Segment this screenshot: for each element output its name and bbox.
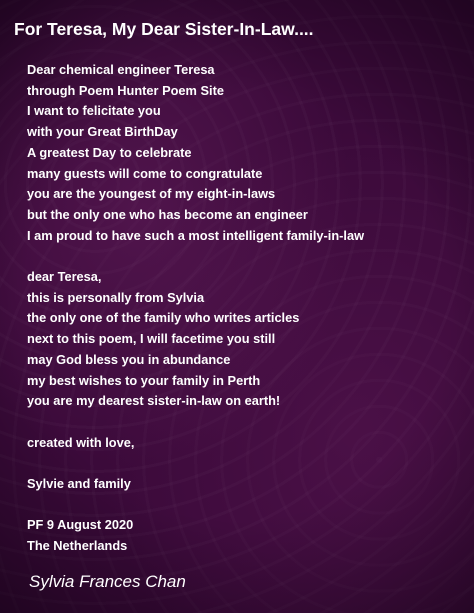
poem-line: with your Great BirthDay (27, 124, 178, 140)
poem-line: dear Teresa, (27, 269, 102, 285)
stanza-4 (27, 474, 464, 495)
poem-line: I want to felicitate you (27, 103, 161, 119)
poem-title: For Teresa, My Dear Sister-In-Law.... (14, 19, 314, 39)
poem-line: next to this poem, I will facetime you still (27, 331, 276, 347)
stanza-3 (27, 433, 464, 454)
poem-line: my best wishes to your family in Perth (27, 372, 261, 388)
poem-line: this is personally from Sylvia (27, 289, 205, 305)
poem-line: Sylvie and family (27, 476, 131, 492)
poem-line: A greatest Day to celebrate (27, 144, 192, 160)
poem-line: PF 9 August 2020 (27, 517, 134, 533)
poem-line: many guests will come to congratulate (27, 165, 263, 181)
poem-line: Dear chemical engineer Teresa (27, 62, 215, 77)
poem-line: may God bless you in abundance (27, 351, 231, 367)
poem-line: you are my dearest sister-in-law on earth! (27, 393, 281, 409)
poem-line: The Netherlands (27, 538, 128, 554)
poem-body (27, 60, 464, 578)
stanza-2 (27, 267, 464, 412)
poem-line: I am proud to have such a most intelligent family-in-law (27, 227, 365, 243)
poem-line: the only one of the family who writes articles (27, 310, 300, 326)
poem-line: you are the youngest of my eight-in-laws (27, 186, 276, 202)
stanza-5 (27, 515, 464, 556)
poem-line: through Poem Hunter Poem Site (27, 82, 224, 98)
poem-line: created with love, (27, 434, 135, 450)
poem-author: Sylvia Frances Chan (29, 572, 186, 591)
poem-line: but the only one who has become an engineer (27, 206, 308, 222)
stanza-1 (27, 60, 464, 246)
